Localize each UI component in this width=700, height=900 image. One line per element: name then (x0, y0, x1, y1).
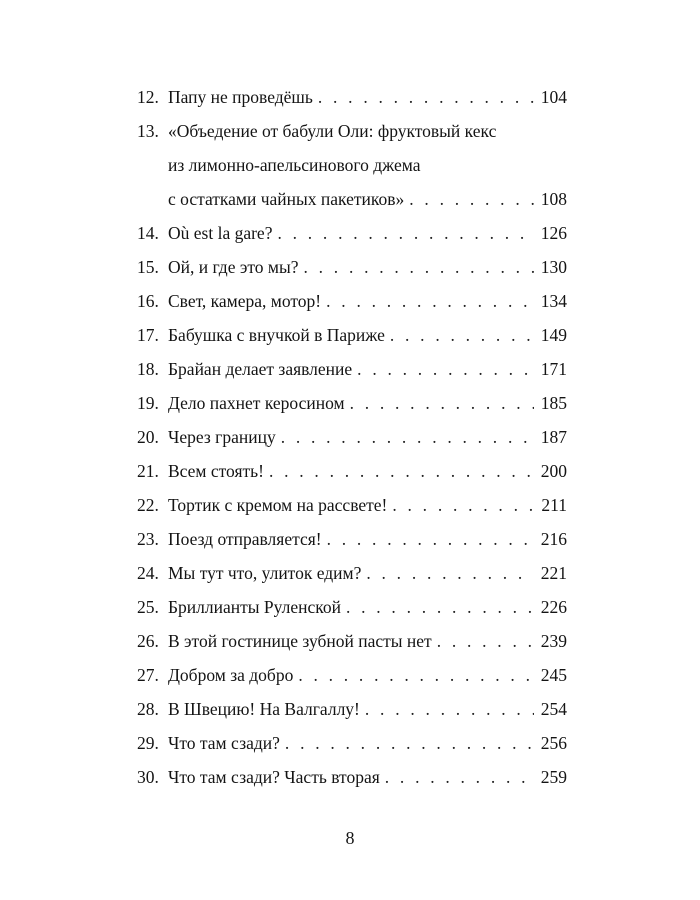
dot-leader (298, 658, 533, 692)
dot-leader (350, 386, 534, 420)
page-number: 108 (540, 189, 567, 209)
toc-entry[interactable] (137, 420, 567, 454)
chapter-number: 28. (137, 699, 159, 719)
chapter-title: Тортик с кремом на рассвете! (168, 495, 388, 515)
dot-leader (346, 590, 534, 624)
toc-entry[interactable] (137, 386, 567, 420)
dot-leader (357, 352, 534, 386)
page-number: 226 (540, 597, 567, 617)
chapter-title: В этой гостинице зубной пасты нет (168, 631, 432, 651)
chapter-number: 17. (137, 325, 159, 345)
dot-leader (285, 726, 534, 760)
page-number: 134 (540, 291, 567, 311)
chapter-title: Où est la gare? (168, 223, 273, 243)
page-number: 130 (540, 257, 567, 277)
chapter-number: 25. (137, 597, 159, 617)
chapter-number: 20. (137, 427, 159, 447)
toc-entry[interactable] (137, 624, 567, 658)
chapter-number: 12. (137, 87, 159, 107)
toc-entry[interactable] (137, 760, 567, 794)
chapter-number: 30. (137, 767, 159, 787)
chapter-number: 29. (137, 733, 159, 753)
page-number: 239 (540, 631, 567, 651)
page-number: 256 (540, 733, 567, 753)
page-number: 211 (541, 495, 567, 515)
page-folio: 8 (345, 828, 355, 848)
chapter-title: В Швецию! На Валгаллу! (168, 699, 360, 719)
toc-entry[interactable] (137, 726, 567, 760)
dot-leader (392, 488, 534, 522)
page-number: 171 (540, 359, 567, 379)
dot-leader (366, 556, 533, 590)
chapter-title-line: из лимонно-апельсинового джема (168, 155, 421, 175)
chapter-title: Что там сзади? Часть вторая (168, 767, 380, 787)
dot-leader (365, 692, 534, 726)
chapter-title: Брайан делает заявление (168, 359, 353, 379)
chapter-title-line: с остатками чайных пакетиков» (168, 189, 405, 209)
chapter-title: Ой, и где это мы? (168, 257, 299, 277)
chapter-number: 24. (137, 563, 159, 583)
page-number: 126 (540, 223, 567, 243)
chapter-title: Поезд отправляется! (168, 529, 322, 549)
toc-entry[interactable] (137, 352, 567, 386)
toc-entry[interactable] (137, 556, 567, 590)
page-number: 216 (540, 529, 567, 549)
chapter-title: Папу не проведёшь (168, 87, 313, 107)
chapter-number: 23. (137, 529, 159, 549)
chapter-title: Что там сзади? (168, 733, 280, 753)
chapter-number: 14. (137, 223, 159, 243)
chapter-number: 13. (137, 121, 159, 141)
page-number: 200 (540, 461, 567, 481)
toc-entry[interactable] (137, 454, 567, 488)
toc-entry[interactable] (137, 250, 567, 284)
toc-entry-continuation (137, 182, 567, 216)
page-number: 149 (540, 325, 567, 345)
chapter-title: Дело пахнет керосином (168, 393, 345, 413)
toc-entry[interactable] (137, 692, 567, 726)
chapter-title: Бриллианты Руленской (168, 597, 341, 617)
chapter-number: 22. (137, 495, 159, 515)
toc-entry[interactable] (137, 80, 567, 114)
chapter-title: Свет, камера, мотор! (168, 291, 322, 311)
dot-leader (327, 522, 534, 556)
toc-entry[interactable] (137, 590, 567, 624)
chapter-number: 26. (137, 631, 159, 651)
page-number: 185 (540, 393, 567, 413)
dot-leader (318, 80, 534, 114)
chapter-number: 21. (137, 461, 159, 481)
page-number: 104 (540, 87, 567, 107)
dot-leader (409, 182, 533, 216)
chapter-title: Через границу (168, 427, 276, 447)
dot-leader (437, 624, 534, 658)
toc-entry[interactable] (137, 216, 567, 250)
page-number: 259 (540, 767, 567, 787)
page-number: 221 (540, 563, 567, 583)
toc-entry[interactable] (137, 522, 567, 556)
chapter-title: Мы тут что, улиток едим? (168, 563, 362, 583)
toc-entry[interactable] (137, 488, 567, 522)
dot-leader (390, 318, 534, 352)
dot-leader (385, 760, 534, 794)
chapter-number: 19. (137, 393, 159, 413)
chapter-title: Добром за добро (168, 665, 294, 685)
toc-entry[interactable] (137, 658, 567, 692)
dot-leader (304, 250, 534, 284)
dot-leader (269, 454, 534, 488)
chapter-title: «Объедение от бабули Оли: фруктовый кекс (168, 121, 497, 141)
dot-leader (326, 284, 534, 318)
table-of-contents (137, 80, 567, 794)
page-number: 187 (540, 427, 567, 447)
dot-leader (277, 216, 533, 250)
toc-entry-continuation (137, 148, 567, 182)
dot-leader (281, 420, 534, 454)
chapter-number: 16. (137, 291, 159, 311)
toc-entry[interactable] (137, 318, 567, 352)
page-number: 245 (540, 665, 567, 685)
chapter-title: Всем стоять! (168, 461, 264, 481)
chapter-number: 27. (137, 665, 159, 685)
chapter-number: 18. (137, 359, 159, 379)
toc-entry[interactable] (137, 284, 567, 318)
chapter-title: Бабушка с внучкой в Париже (168, 325, 385, 345)
page-number: 254 (540, 699, 567, 719)
chapter-number: 15. (137, 257, 159, 277)
toc-entry[interactable] (137, 114, 567, 148)
